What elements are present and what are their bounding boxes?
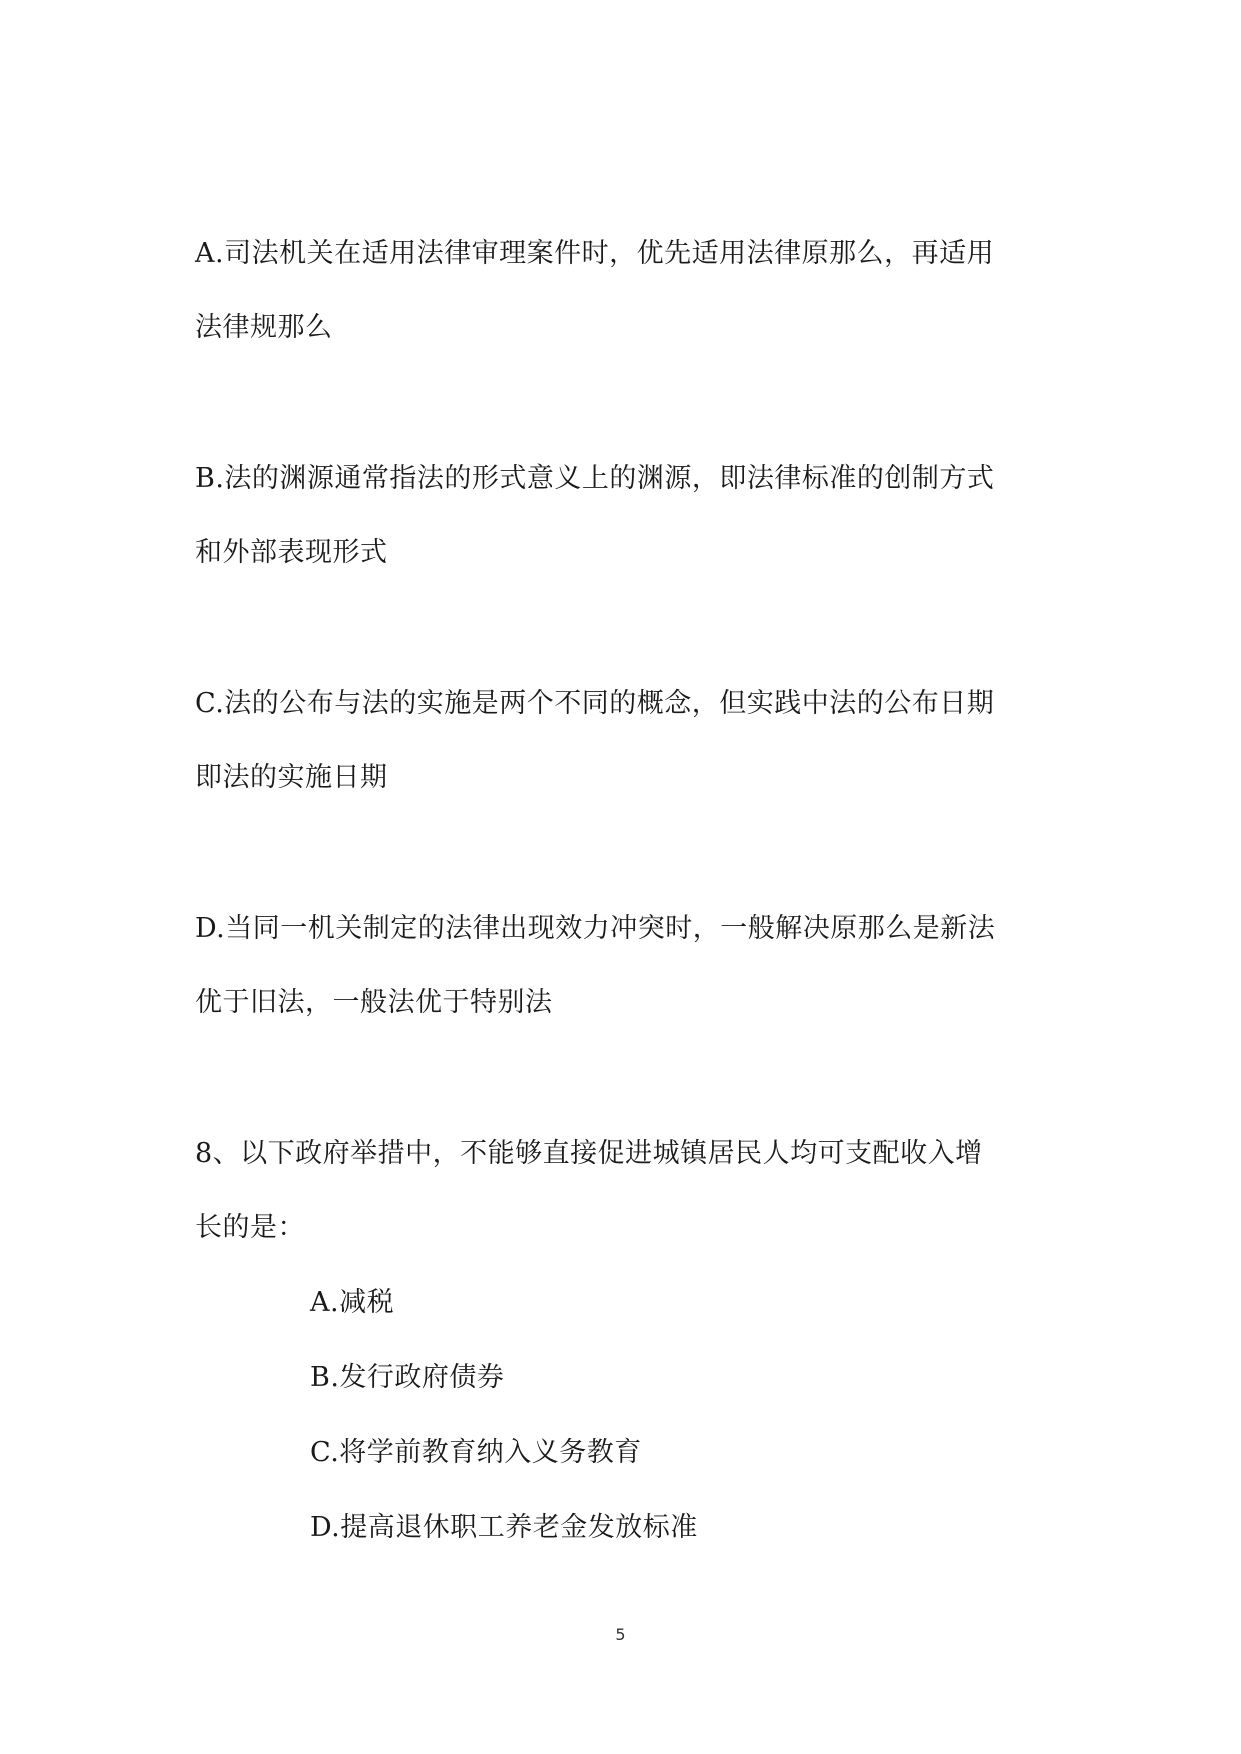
q7-option-d-line2: 优于旧法，一般法优于特别法 xyxy=(195,987,553,1018)
q8-option-b: B.发行政府债券 xyxy=(310,1362,505,1393)
page-number: 5 xyxy=(615,1625,626,1644)
q8-option-d: D.提高退休职工养老金发放标准 xyxy=(310,1512,698,1543)
q7-option-c-line2: 即法的实施日期 xyxy=(195,762,388,793)
q7-option-d-line1: D.当同一机关制定的法律出现效力冲突时，一般解决原那么是新法 xyxy=(195,913,996,944)
q8-option-a: A.减税 xyxy=(310,1287,395,1318)
q7-option-a-line2: 法律规那么 xyxy=(195,312,333,343)
question-8-line1: 8、以下政府举措中，不能够直接促进城镇居民人均可支配收入增 xyxy=(195,1138,983,1169)
q7-option-a-line1: A.司法机关在适用法律审理案件时，优先适用法律原那么，再适用 xyxy=(195,238,995,269)
q7-option-b-line1: B.法的渊源通常指法的形式意义上的渊源，即法律标准的创制方式 xyxy=(195,463,995,494)
q7-option-c-line1: C.法的公布与法的实施是两个不同的概念，但实践中法的公布日期 xyxy=(195,688,995,719)
question-8-line2: 长的是： xyxy=(195,1212,305,1243)
q8-option-c: C.将学前教育纳入义务教育 xyxy=(310,1437,642,1468)
q7-option-b-line2: 和外部表现形式 xyxy=(195,537,388,568)
